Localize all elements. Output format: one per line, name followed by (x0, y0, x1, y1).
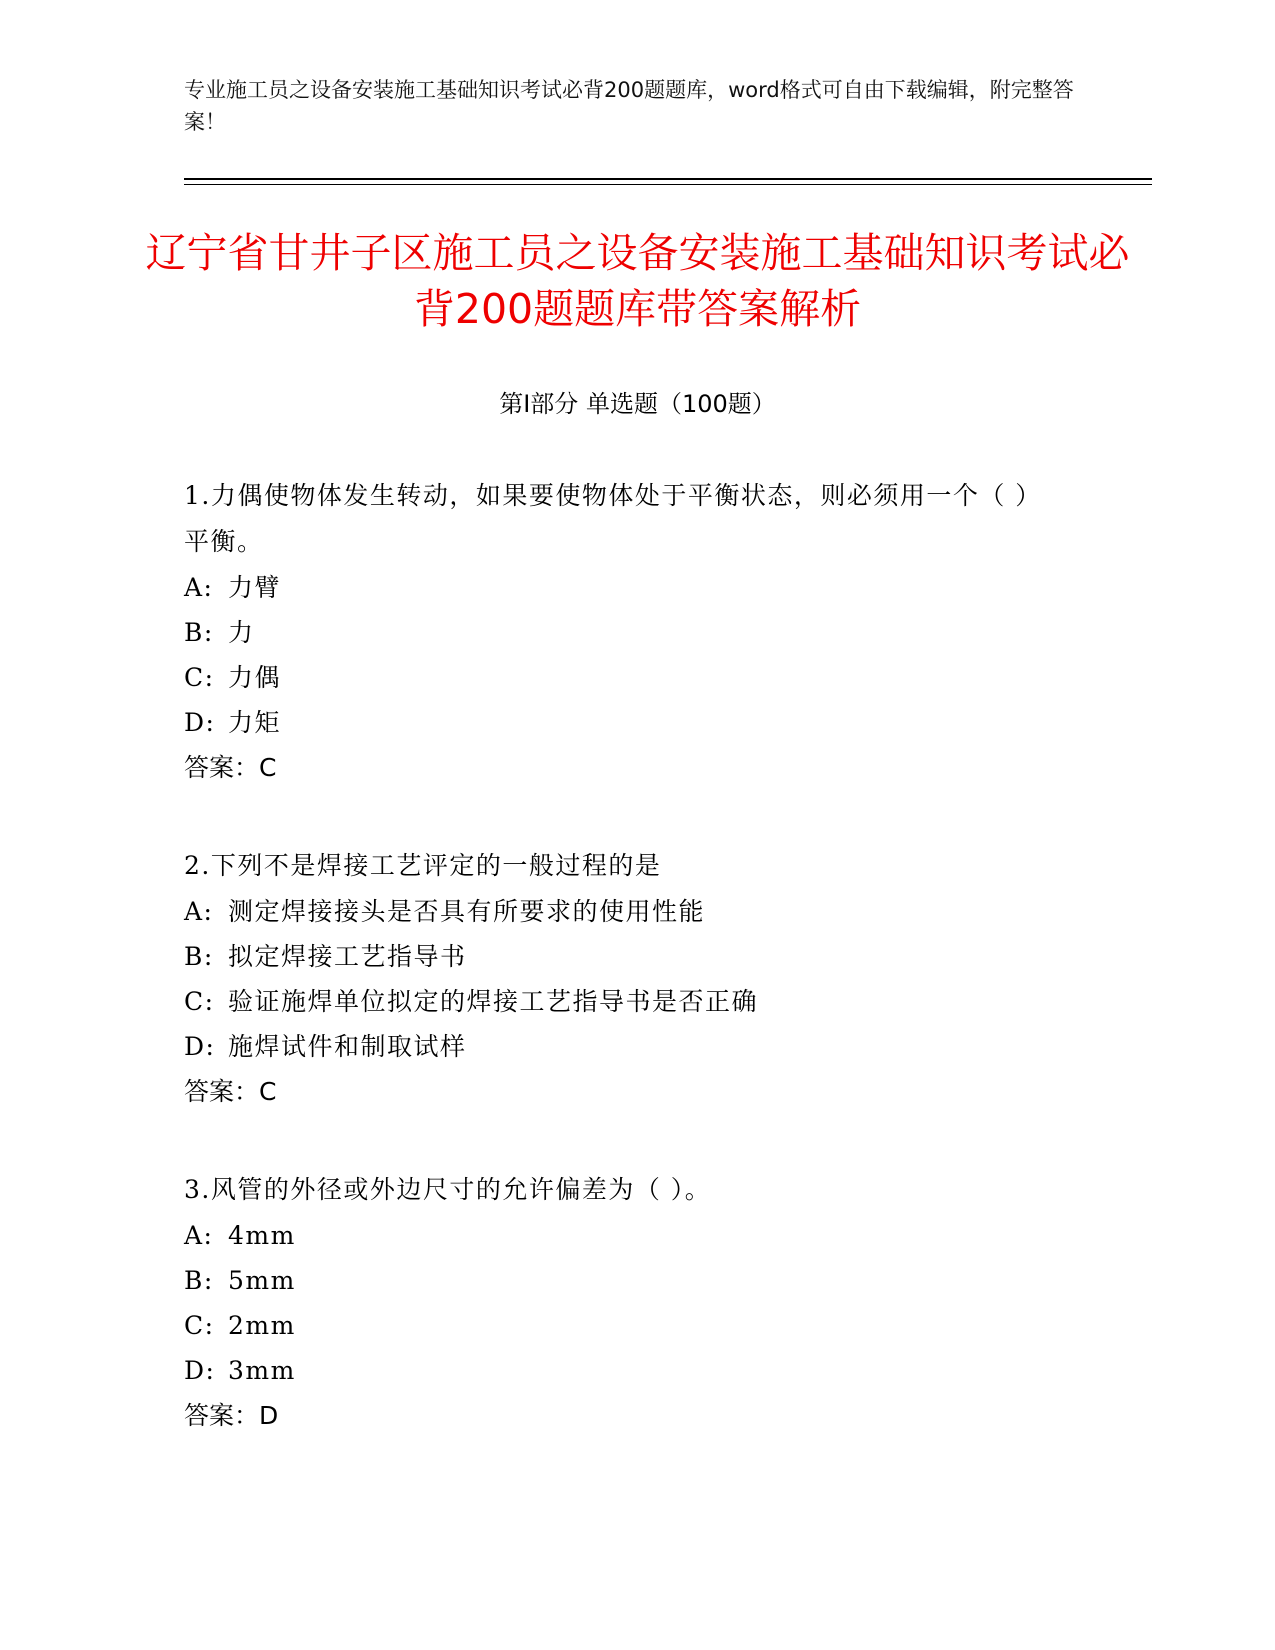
header-rule-thick (184, 178, 1152, 180)
option-value: 力臂 (228, 573, 282, 602)
option-key: D: (184, 708, 216, 737)
document-title: 辽宁省甘井子区施工员之设备安装施工基础知识考试必背200题题库带答案解析 (145, 229, 1130, 333)
option-key: B: (184, 1266, 214, 1295)
option-value: 力矩 (228, 708, 282, 737)
option-c (184, 655, 1064, 700)
answer-line: 答案：C (184, 1077, 277, 1106)
header-note: 专业施工员之设备安装施工基础知识考试必背200题题库，word格式可自由下载编辑，附完整答案！ (184, 78, 1074, 134)
option-b (184, 1258, 1064, 1303)
option-value: 力 (228, 618, 255, 647)
option-key: D: (184, 1032, 216, 1061)
question-text: 2.下列不是焊接工艺评定的一般过程的是 (184, 851, 662, 880)
option-key: C: (184, 1311, 215, 1340)
question-text: 3.风管的外径或外边尺寸的允许偏差为（ ）。 (184, 1175, 712, 1204)
option-d (184, 700, 1064, 745)
question-text: 1.力偶使物体发生转动，如果要使物体处于平衡状态，则必须用一个（ ）平衡。 (184, 481, 1042, 556)
option-value: 验证施焊单位拟定的焊接工艺指导书是否正确 (228, 987, 759, 1016)
option-key: B: (184, 942, 214, 971)
option-value: 拟定焊接工艺指导书 (228, 942, 467, 971)
option-value: 力偶 (228, 663, 282, 692)
option-value: 5mm (228, 1266, 296, 1295)
option-value: 2mm (228, 1311, 296, 1340)
option-key: A: (184, 573, 214, 602)
option-value: 测定焊接接头是否具有所要求的使用性能 (228, 897, 706, 926)
option-c (184, 1303, 1064, 1348)
question-list (184, 473, 1064, 1491)
section-heading: 第Ⅰ部分 单选题（100题） (499, 390, 776, 418)
question-2 (184, 843, 1064, 1115)
option-key: A: (184, 897, 214, 926)
option-b (184, 610, 1064, 655)
option-d (184, 1024, 1064, 1069)
question-1 (184, 473, 1064, 791)
option-key: A: (184, 1221, 214, 1250)
answer-line: 答案：C (184, 753, 277, 782)
option-key: C: (184, 987, 215, 1016)
option-value: 3mm (228, 1356, 296, 1385)
option-key: B: (184, 618, 214, 647)
option-a (184, 565, 1064, 610)
option-value: 施焊试件和制取试样 (228, 1032, 467, 1061)
question-3 (184, 1167, 1064, 1439)
option-a (184, 889, 1064, 934)
option-c (184, 979, 1064, 1024)
answer-line: 答案：D (184, 1401, 279, 1430)
option-b (184, 934, 1064, 979)
header-rule-thin (184, 184, 1152, 185)
option-key: D: (184, 1356, 216, 1385)
option-a (184, 1213, 1064, 1258)
option-d (184, 1348, 1064, 1393)
option-value: 4mm (228, 1221, 296, 1250)
option-key: C: (184, 663, 215, 692)
